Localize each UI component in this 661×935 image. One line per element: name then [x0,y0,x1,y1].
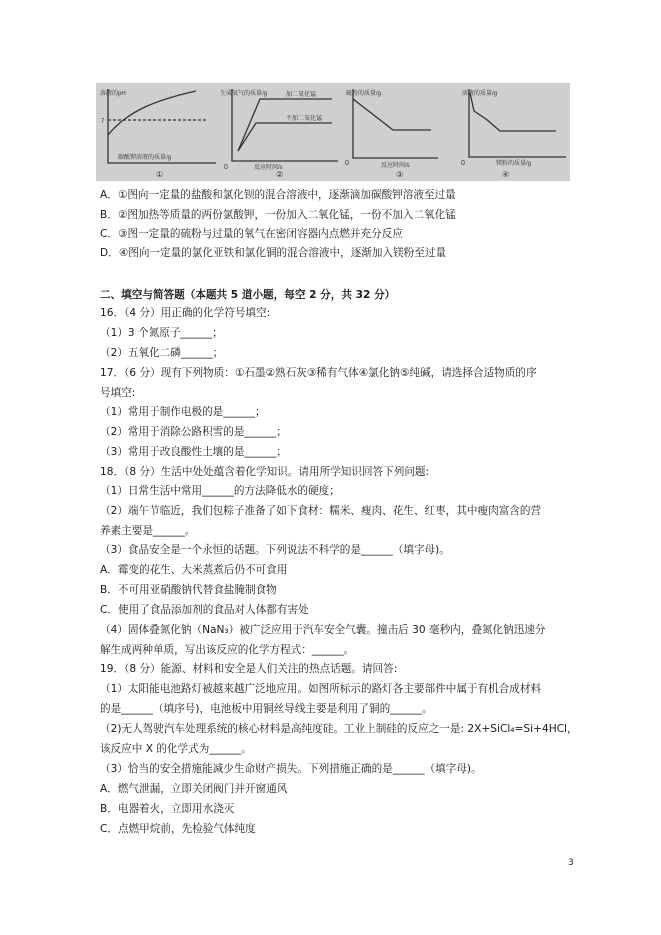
graph2-index: ② [276,170,284,179]
graph2-ylabel: 生成氧气的质量/g [220,91,268,97]
q17-part2: （2）常用于消除公路积雪的是______； [100,426,287,438]
q19-part2: （2)无人驾驶汽车处理系统的核心材料是高纯度硅。工业上制硅的反应之一是: 2X+SiCl₄=Si+4HCl， [100,723,578,735]
q18-part3: （3）食品安全是一个永恒的话题。下列说法不科学的是______（填字母)。 [100,544,450,556]
graph1-ylabel: 溶液的pH [100,91,126,97]
q18-part2-cont: 养素主要是______。 [100,525,196,537]
q19-part3: （3）恰当的安全措施能减少生命财产损失。下列措施正确的是______（填字母)。 [100,763,482,775]
q18-part1: （1）日常生活中常用______的方法降低水的硬度； [100,485,340,497]
graph3-origin: 0 [345,160,349,167]
graph3-index: ③ [396,170,404,179]
graph-strip [96,83,570,181]
q19-part1: （1）太阳能电池路灯被越来越广泛地应用。如图所标示的路灯各主要部件中属于有机合成材料 [100,683,542,695]
graph2-curve-a [238,99,332,151]
q16-part2: （2）五氧化二磷______； [100,347,224,359]
q18-option-c: C．使用了食品添加剂的食品对人体都有害处 [100,604,309,616]
q19-option-a: A．燃气泄漏，立即关闭阀门并开窗通风 [100,783,288,795]
question-17-cont: 号填空: [100,387,136,399]
graph1-xlabel: 碳酸钾溶液的质量/g [118,155,172,161]
graph4-origin: 0 [461,160,465,167]
graph3-axes [353,89,438,158]
graph1-seven: 7 [101,119,105,125]
graph2-origin: 0 [224,164,228,171]
graph4-curve [470,93,556,131]
graph-panel [96,83,570,181]
q19-option-b: B．电器着火，立即用水浇灭 [100,803,235,815]
graph2-axes [232,89,338,161]
q19-option-c: C．点燃甲烷前，先检验气体纯度 [100,823,256,835]
graph2-curve-b [238,123,332,151]
graph3-curve [353,99,431,130]
q18-option-a: A．霉变的花生、大米蒸煮后仍不可食用 [100,564,288,576]
graph1-curve [108,91,196,135]
graph2-xlabel: 反应时间/s [254,165,283,171]
option-b-line: B．②图加热等质量的两份氯酸钾，一份加入二氧化锰，一份不加入二氧化锰 [100,209,456,221]
graph3-ylabel: 硫粉的质量/g [346,91,382,97]
question-17: 17．（6 分）现有下列物质：①石墨②熟石灰③稀有气体④氯化钠⑤纯碱，请选择合适物质的序 [100,367,537,379]
q17-part1: （1）常用于制作电极的是______； [100,406,266,418]
graph4-index: ④ [502,170,510,179]
q17-part3: （3）常用于改良酸性土壤的是______； [100,446,287,458]
page-number: 3 [568,858,574,868]
q19-part2-cont: 该反应中 X 的化学式为______。 [100,743,252,755]
q18-part4: （4）固体叠氮化钠（NaN₃）被广泛应用于汽车安全气囊。撞击后 30 毫秒内，叠氮化钠迅速分 [100,624,546,636]
question-16: 16．（4 分）用正确的化学符号填空: [100,307,271,319]
q18-part2: （2）端午节临近，我们包粽子准备了如下食材：糯米、瘦肉、花生、红枣，其中瘦肉富含的营 [100,505,542,517]
graph4-xlabel: 镁粉的质量/g [496,161,532,167]
graph3-xlabel: 反应时间/s [381,163,410,169]
option-d-line: D．④图向一定量的氯化亚铁和氯化铜的混合溶液中，逐渐加入镁粉至过量 [100,247,447,259]
question-19: 19．（8 分）能源、材料和安全是人们关注的热点话题。请回答: [100,663,398,675]
graph2-curve-a-label: 加二氧化锰 [286,92,317,98]
graph4-axes [469,89,566,157]
graph1-index: ① [156,170,164,179]
graph4-ylabel: 溶液的质量/g [462,91,498,97]
q18-part4-cont: 解生成两种单质，写出该反应的化学方程式：______。 [100,644,355,656]
option-a-line: A．①图向一定量的盐酸和氯化钡的混合溶液中，逐渐滴加碳酸钾溶液至过量 [100,189,456,201]
graph2-curve-b-label: 不加二氧化锰 [286,116,323,122]
q16-part1: （1）3 个氮原子______； [100,327,223,339]
q18-option-b: B．不可用亚硝酸钠代替食盐腌制食物 [100,584,277,596]
option-c-line: C．③图一定量的硫粉与过量的氧气在密闭容器内点燃并充分反应 [100,228,403,240]
q19-part1-cont: 的是______（填序号)，电池板中用铜丝导线主要是利用了铜的______。 [100,703,433,715]
section-heading: 二、填空与简答题（本题共 5 道小题，每空 2 分，共 32 分） [100,289,396,301]
question-18: 18．（8 分）生活中处处蕴含着化学知识。请用所学知识回答下列问题: [100,466,430,478]
